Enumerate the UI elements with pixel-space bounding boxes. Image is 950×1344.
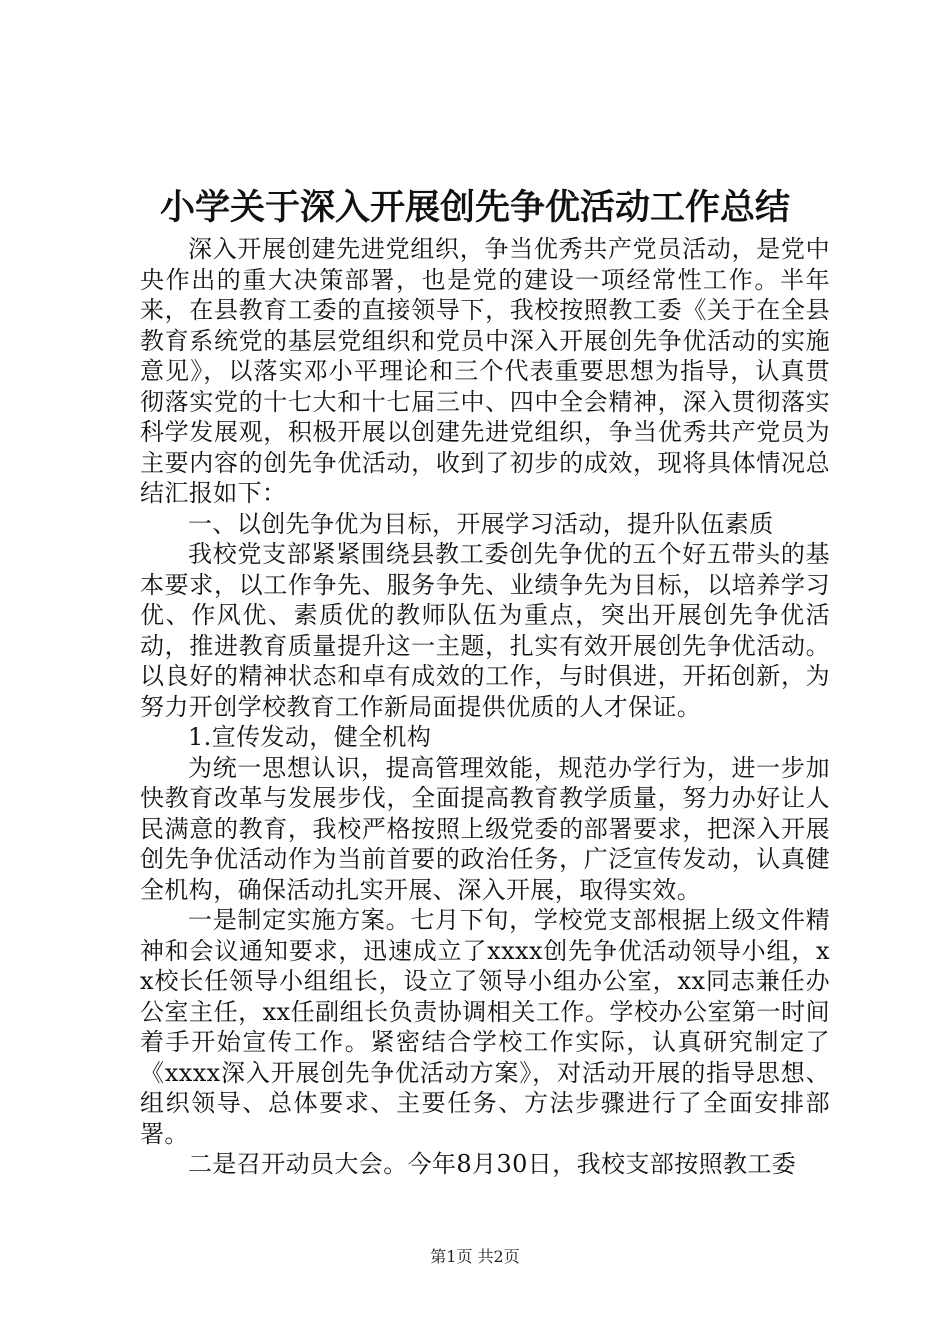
section-heading-1: 一、以创先争优为目标，开展学习活动，提升队伍素质 <box>188 509 774 538</box>
paragraph-plan: 一是制定实施方案。七月下旬，学校党支部根据上级文件精神和会议通知要求，迅速成立了xxxx创先争优活动领导小组，xx校长任领导小组组长，设立了领导小组办公室，xx同志兼任办公室主任，xx任副组长负责协调相关工作。学校办公室第一时间着手开始宣传工作。紧密结合学校工作实际，认真研究制定了《xxxx深入开展创先争优活动方案》，对活动开展的指导思想、组织领导、总体要求、主要任务、方法步骤进行了全面安排部署。 <box>140 906 830 1148</box>
subsection-heading-1: 1.宣传发动，健全机构 <box>188 723 432 751</box>
document-title: 小学关于深入开展创先争优活动工作总结 <box>159 188 790 228</box>
paragraph-intro: 深入开展创建先进党组织，争当优秀共产党员活动，是党中央作出的重大决策部署，也是党的建设一项经常性工作。半年来，在县教育工委的直接领导下，我校按照教工委《关于在全县教育系统党的基层党组织和党员中深入开展创先争优活动的实施意见》，以落实邓小平理论和三个代表重要思想为指导，认真贯彻落实党的十七大和十七届三中、四中全会精神，深入贯彻落实科学发展观，积极开展以创建先进党组织，争当优秀共产党员为主要内容的创先争优活动，收到了初步的成效，现将具体情况总结汇报如下： <box>140 235 830 507</box>
paragraph-subsection-1: 为统一思想认识，提高管理效能，规范办学行为，进一步加快教育改革与发展步伐，全面提高教育教学质量，努力办好让人民满意的教育，我校严格按照上级党委的部署要求，把深入开展创先争优活动作为当前首要的政治任务，广泛宣传发动，认真健全机构，确保活动扎实开展、深入开展，取得实效。 <box>140 753 830 904</box>
paragraph-meeting: 二是召开动员大会。今年8月30日，我校支部按照教工委 <box>188 1150 797 1178</box>
paragraph-section-1: 我校党支部紧紧围绕县教工委创先争优的五个好五带头的基本要求，以工作争先、服务争先、业绩争先为目标，以培养学习优、作风优、素质优的教师队伍为重点，突出开展创先争优活动，推进教育质量提升这一主题，扎实有效开展创先争优活动。以良好的精神状态和卓有成效的工作，与时俱进，开拓创新，为努力开创学校教育工作新局面提供优质的人才保证。 <box>140 540 830 721</box>
page-footer: 第1页 共2页 <box>430 1247 520 1266</box>
document-body <box>140 234 830 1180</box>
